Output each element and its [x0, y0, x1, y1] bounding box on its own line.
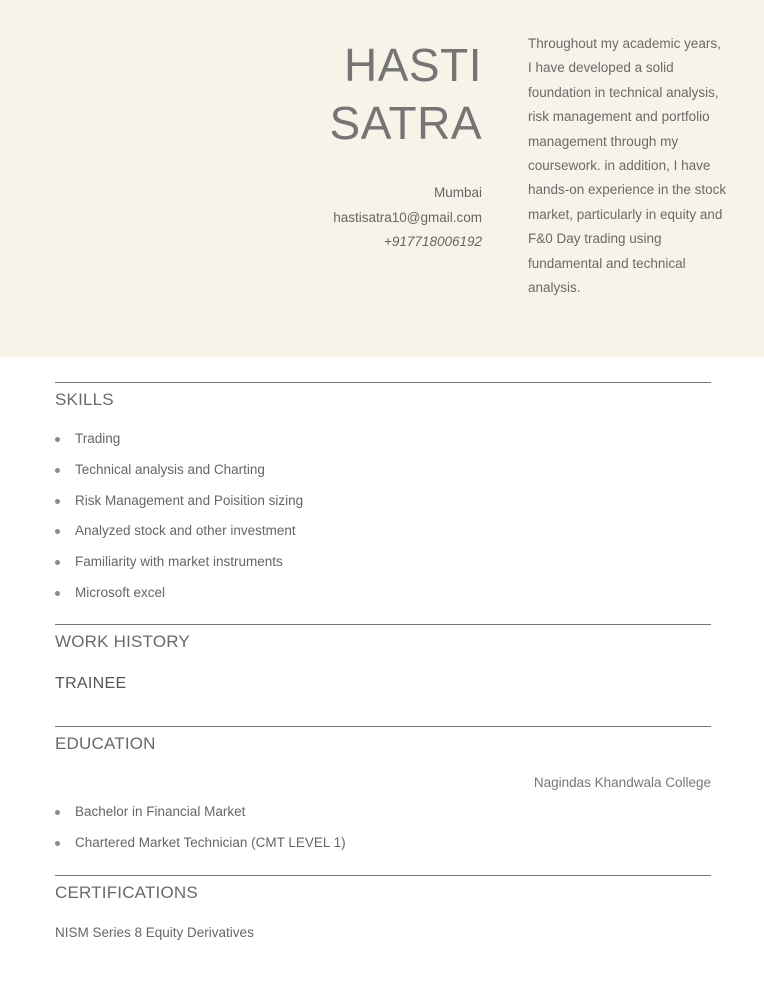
job-title: TRAINEE [55, 675, 127, 692]
education-section [55, 726, 711, 864]
certification-item: NISM Series 8 Equity Derivatives [55, 925, 254, 940]
certifications-section [55, 875, 711, 940]
email: hastisatra10@gmail.com [333, 209, 482, 225]
header-band [0, 0, 764, 357]
first-name: HASTI [344, 39, 482, 91]
certifications-title: CERTIFICATIONS [55, 883, 198, 902]
skill-item: Risk Management and Poisition sizing [55, 491, 711, 522]
skill-item: Technical analysis and Charting [55, 460, 711, 491]
work-history-section [55, 624, 711, 693]
skills-title: SKILLS [55, 390, 114, 409]
education-item: Chartered Market Technician (CMT LEVEL 1) [55, 833, 711, 864]
skills-list [55, 429, 711, 614]
skill-item: Microsoft excel [55, 583, 711, 614]
skills-section [55, 382, 711, 614]
education-item: Bachelor in Financial Market [55, 802, 711, 833]
skill-item: Familiarity with market instruments [55, 552, 711, 583]
candidate-name [182, 36, 482, 152]
skill-item: Trading [55, 429, 711, 460]
phone: +917718006192 [384, 234, 482, 249]
school-name: Nagindas Khandwala College [533, 775, 711, 790]
work-history-title: WORK HISTORY [55, 632, 190, 651]
skill-item: Analyzed stock and other investment [55, 521, 711, 552]
education-list [55, 802, 711, 864]
contact-info [182, 181, 482, 255]
city: Mumbai [433, 185, 482, 200]
professional-summary: Throughout my academic years, I have developed a solid foundation in technical analysis, risk management and portfolio management through my coursework. in addition, I have hands-on experience in the stock market, particularly in equity and F&0 Day trading using fundamental and technical analysis. [528, 36, 727, 296]
education-title: EDUCATION [55, 734, 156, 753]
last-name: SATRA [329, 97, 482, 149]
